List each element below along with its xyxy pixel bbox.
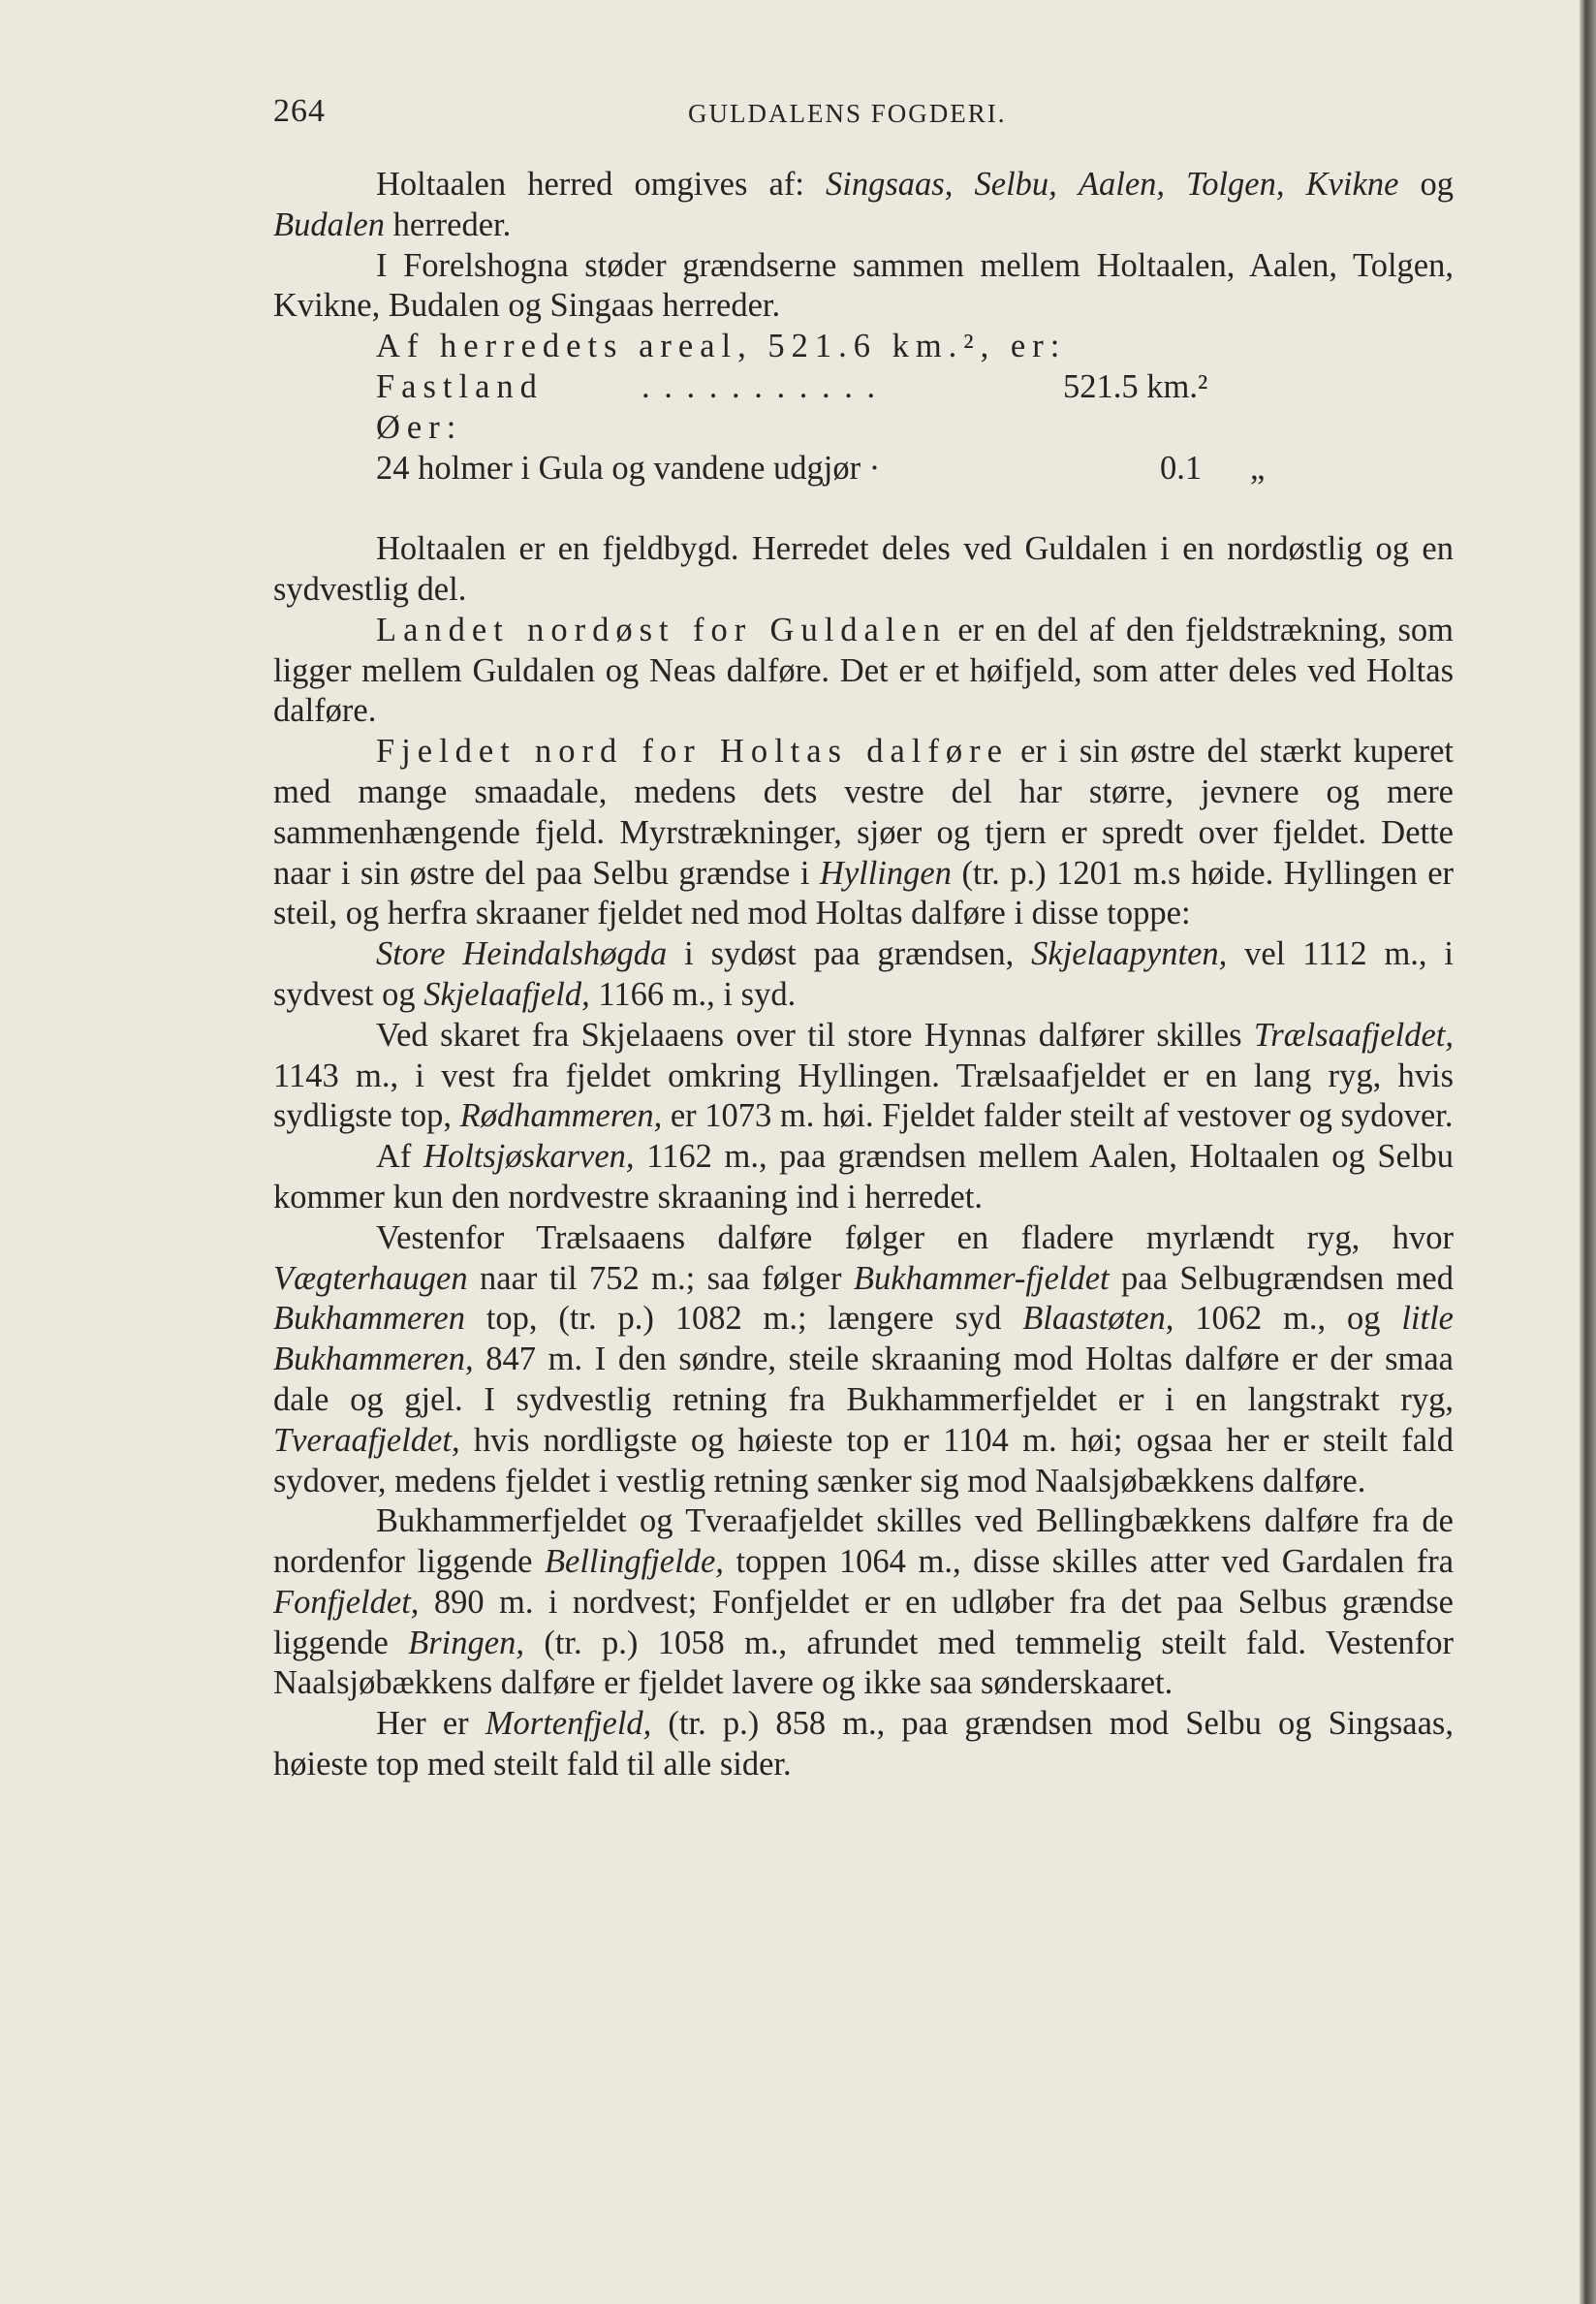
- mainland-value: 521.5 km.²: [1063, 367, 1208, 405]
- area-intro: Af herredets areal, 521.6 km.², er:: [376, 328, 1067, 365]
- leader-dots: . . . . . . . . . . .: [642, 367, 879, 405]
- paragraph-forelshogna: I Forelshogna støder grændserne sammen mellem Holtaalen, Aalen, Tolgen, Kvikne, Budalen og Singaas herreder.: [273, 246, 1454, 325]
- paragraph-holtsjoskarven: Af Holtsjøskarven, 1162 m., paa grændsen mellem Aalen, Holtaalen og Selbu kommer kun den nordvestre skraaning ind i herredet.: [273, 1138, 1454, 1215]
- mainland-label: Fastland: [376, 367, 544, 405]
- paragraph-borders: Holtaalen herred omgives af: Singsaas, Selbu, Aalen, Tolgen, Kvikne og Budalen herreder.: [273, 166, 1455, 243]
- paragraph-fjeldet-nord: Fjeldet nord for Holtas dalføre er i sin østre del stærkt kuperet med mange smaadale, medens dets vestre del har større, jevnere og mere sammenhængende fjeld. Myrstrækninger, sjøer og tjern er spredt over fjeldet. Dette naar i sin østre del paa Selbu grændse i Hyllingen (tr. p.) 1201 m.s høide. Hyllingen er steil, og herfra skraaner fjeldet ned mod Holtas dalføre i disse toppe:: [273, 733, 1455, 932]
- islets-label: 24 holmer i Gula og vandene udgjør ·: [376, 449, 881, 487]
- paragraph-bellingfjelde: Bukhammerfjeldet og Tveraafjeldet skilles ved Bellingbækkens dalføre fra de nordenfor liggende Bellingfjelde, toppen 1064 m., disse skilles atter ved Gardalen fra Fonfjeldet, 890 m. i nordvest; Fonfjeldet er en udløber fra det paa Selbus grændse liggende Bringen, (tr. p.) 1058 m., afrundet med temmelig steilt fald. Vestenfor Naalsjøbækkens dalføre er fjeldet lavere og ikke saa sønderskaaret.: [273, 1502, 1455, 1702]
- islets-row: [273, 449, 1454, 489]
- islands-row: [273, 408, 1454, 449]
- paragraph-fjeldbygd: Holtaalen er en fjeldbygd. Herredet deles ved Guldalen i en nordøstlig og en sydvestlig del.: [273, 530, 1454, 608]
- mainland-row: [273, 367, 1454, 408]
- islets-value: 0.1: [1160, 449, 1203, 487]
- islands-label: Øer:: [376, 408, 463, 446]
- page-edge-shadow: [1580, 0, 1596, 2304]
- paragraph-landet: Landet nordøst for Guldalen er en del af den fjeldstrækning, som ligger mellem Guldalen og Neas dalføre. Det er et høifjeld, som atter deles ved Holtas dalføre.: [273, 611, 1454, 730]
- running-title: GULDALENS FOGDERI.: [688, 99, 1007, 128]
- page-number: 264: [273, 93, 326, 129]
- section-gap: [273, 489, 1454, 529]
- page-header: [273, 93, 1454, 132]
- body-text: [273, 165, 1454, 1785]
- ditto-mark: „: [1250, 449, 1266, 487]
- paragraph-toppe: Store Heindalshøgda i sydøst paa grændsen, Skjelaapynten, vel 1112 m., i sydvest og Skjelaafjeld, 1166 m., i syd.: [273, 935, 1455, 1013]
- paragraph-vestenfor: Vestenfor Trælsaaens dalføre følger en fladere myrlændt ryg, hvor Vægterhaugen naar til 752 m.; saa følger Bukhammer-fjeldet paa Selbugrændsen med Bukhammeren top, (tr. p.) 1082 m.; længere syd Blaastøten, 1062 m., og litle Bukhammeren, 847 m. I den søndre, steile skraaning mod Holtas dalføre er der smaa dale og gjel. I sydvestlig retning fra Bukhammerfjeldet er i en langstrakt ryg, Tveraafjeldet, hvis nordligste og høieste top er 1104 m. høi; ogsaa her er steilt fald sydover, medens fjeldet i vestlig retning sænker sig mod Naalsjøbækkens dalføre.: [273, 1218, 1454, 1499]
- area-intro-row: [273, 327, 1454, 367]
- paragraph-traelsaafjeldet: Ved skaret fra Skjelaaens over til store Hynnas dalfører skilles Trælsaafjeldet, 1143 m., i vest fra fjeldet omkring Hyllingen. Trælsaafjeldet er en lang ryg, hvis sydligste top, Rødhammeren, er 1073 m. høi. Fjeldet falder steilt af vestover og sydover.: [273, 1016, 1454, 1135]
- paragraph-mortenfjeld: Her er Mortenfjeld, (tr. p.) 858 m., paa grændsen mod Selbu og Singsaas, høieste top med steilt fald til alle sider.: [273, 1705, 1454, 1783]
